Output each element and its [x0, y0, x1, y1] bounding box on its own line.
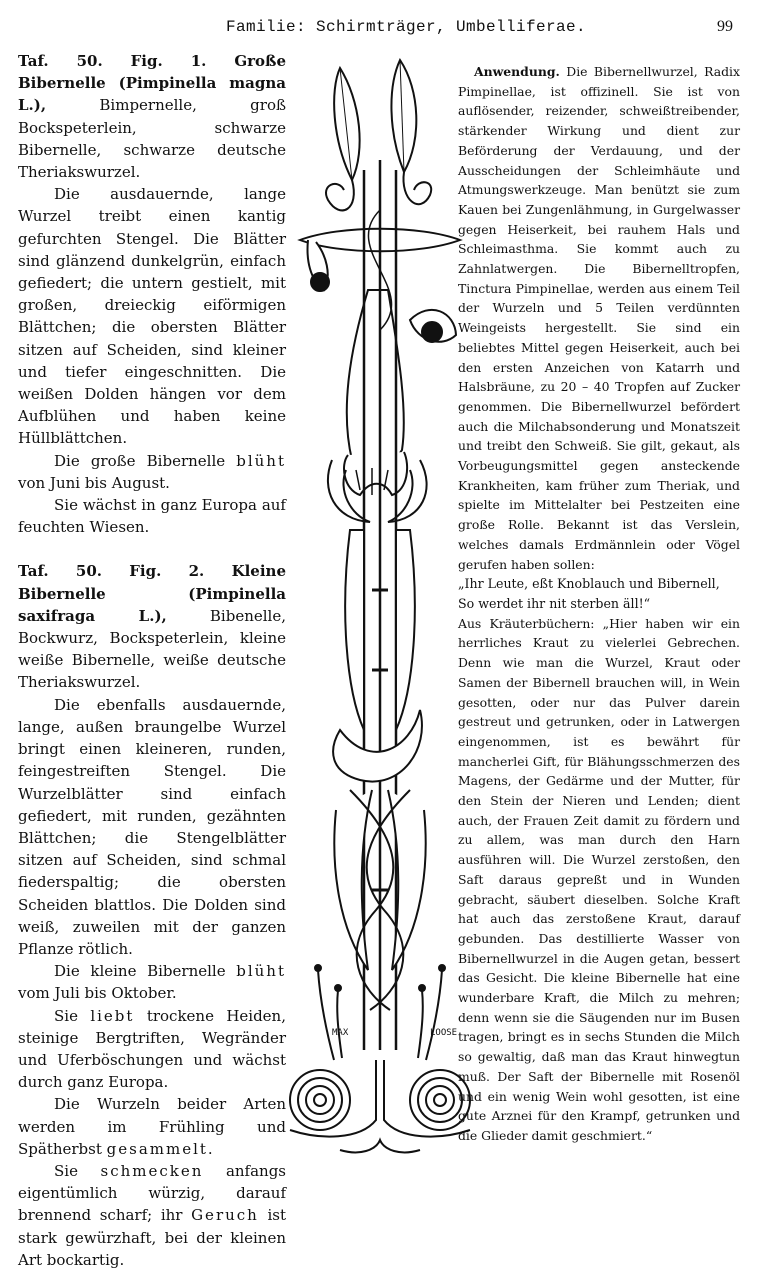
fig2-entry: [18, 560, 286, 693]
taste-note: [18, 1160, 286, 1271]
fig2-bloom: [18, 960, 286, 1004]
taste-e: ist stark gewürzhaft, bei der kleinen Art bockartig.: [18, 1206, 286, 1269]
fig2-habitat-c: trockene Heiden, steinige Bergtriften, Wegränder und Uferböschungen und wächst durch ganz Europa.: [18, 1006, 286, 1092]
anwendung-label: Anwendung.: [474, 64, 560, 79]
harvest-a: Die Wurzeln beider Arten werden im Frühling und Spätherbst: [18, 1095, 286, 1158]
fig1-bloom-c: von Juni bis August.: [18, 473, 170, 492]
fig1-synonyms: Bimpernelle, groß Bockspeterlein, schwarze Bibernelle, schwarze deutsche Theriakswurzel.: [18, 96, 286, 182]
fig2-bloom-b: blüht: [236, 962, 286, 981]
fig1-bloom-b: blüht: [236, 451, 286, 470]
fig2-synonyms: Bibenelle, Bockwurz, Bockspeterlein, kleine weiße Bibernelle, weiße deutsche Theriakswurzel.: [18, 606, 286, 692]
taste-a: Sie: [54, 1161, 101, 1180]
fig1-entry: [18, 50, 286, 183]
fig1-habitat: Sie wächst in ganz Europa auf feuchten Wiesen.: [18, 496, 286, 537]
fig1-description: Die ausdauernde, lange Wurzel treibt einen kantig gefurchten Stengel. Die Blätter sind glänzend dunkelgrün, einfach gefiedert; die untern gestielt, mit großen, dreieckig eiförmigen Blättchen; die obersten Blätter sitzen auf Scheiden, sind kleiner und tiefer eingeschnitten. Die weißen Dolden hängen vor dem Aufblühen und haben keine Hüllblättchen.: [18, 185, 286, 448]
taste-d: Geruch: [191, 1206, 259, 1225]
verse-line-1: „Ihr Leute, eßt Knoblauch und Bibernell,: [458, 576, 720, 592]
fig2-bloom-a: Die kleine Bibernelle: [54, 962, 237, 981]
chapter-title: Familie: Schirmträger, Umbelliferae.: [226, 18, 587, 36]
anwendung-text: Die Bibernellwurzel, Radix Pimpinellae, ist offizinell. Sie ist von auflösender, reizender, schweißtreibender, stärkender Wirkung und dient zur Beförderung der Verdauung, und der Ausscheidungen der Schleimhäute und Atmungswerkzeuge. Man benützt sie zum Kauen bei Zungenlähmung, in Gurgelwasser gegen Heiserkeit, bei rauhem Hals und Schleimasthma. Sie kommt auch zu Zahnlatwergen. Die Bibernelltropfen, Tinctura Pimpinellae, werden aus einem Teil der Wurzeln und 5 Teilen verdünnten Weingeists hergestellt. Sie sind ein beliebtes Mittel gegen Heiserkeit, auch bei den ersten Anzeichen von Katarrh und Halsbräune, zu 20 – 40 Tropfen auf Zucker genommen. Die Bibernellwurzel befördert auch die Milchabsonderung und Monatszeit und treibt den Schweiß. Sie gilt, gekaut, als Vorbeugungsmittel gegen ansteckende Krankheiten, kam früher zum Theriak, und spielte im Mittelalter bei Pestzeiten eine große Rolle. Bekannt ist das Verslein, welches damals Erdmännlein oder Vögel gerufen haben sollen:: [458, 64, 740, 572]
taste-b: schmecken: [100, 1161, 204, 1180]
fig2-description: Die ebenfalls ausdauernde, lange, außen braungelbe Wurzel bringt einen kleineren, runden, feingestreiften Stengel. Die Wurzelblätter sind einfach gefiedert, mit runden, gezähnten Blättchen; die Stengelblätter sitzen auf Scheiden, sind schmal fiederspaltig; die obersten Scheiden blattlos. Die Dolden sind weiß, zuweilen mit der ganzen Pflanze rötlich.: [18, 695, 286, 958]
fig1-bloom-a: Die große Bibernelle: [54, 451, 237, 470]
running-header: [0, 18, 765, 42]
anwendung-paragraph: [458, 62, 740, 574]
harvest-note: [18, 1093, 286, 1160]
signature-left: MAX: [332, 1028, 349, 1038]
fig1-bloom: [18, 450, 286, 494]
taste-c: anfangs eigentümlich würzig, darauf brennend scharf; ihr: [18, 1161, 286, 1225]
left-column: [18, 50, 286, 1271]
kraeuterbuecher-paragraph: Aus Kräuterbüchern: „Hier haben wir ein herrliches Kraut zu vielerlei Gebrechen. Denn wie man die Wurzel, Kraut oder Samen der Bibernell brauchen will, in Wein gesotten, oder nur das Pulver darein gestreut und getrunken, oder in Latwergen eingenommen, ist es bewährt für mancherlei Gift, für Blähungsschmerzen des Magens, der Gedärme und der Mutter, für den Stein der Nieren und Lenden; dient auch, der Frauen Zeit damit zu fördern und zu allem, was man durch den Harn ausführen will. Die Wurzel zerstoßen, den Saft daraus gepreßt und in Wunden gebracht, säubert dieselben. Solche Kraft hat auch das zerstoßene Kraut, darauf gebunden. Das destillierte Wasser von Bibernellwurzel in die Augen getan, bessert das Gesicht. Die kleine Bibernelle hat eine wunderbare Kraft, die Milch zu mehren; denn wenn sie die Säugenden nur im Busen tragen, bringt es in sechs Stunden die Milch so gewaltig, daß man das Kraut hinwegtun muß. Der Saft der Bibernelle mit Rosenöl und ein wenig Wein wohl gesotten, ist eine gute Arznei für den Krampf, getrunken und die Glieder damit geschmiert.“: [458, 615, 740, 1143]
fig2-habitat-b: liebt: [90, 1006, 135, 1025]
harvest-b: gesammelt.: [106, 1139, 215, 1158]
verse-line-2: So werdet ihr nit sterben äll!“: [458, 595, 651, 611]
section-gap: [18, 538, 286, 560]
signature-right: LOOSE: [430, 1028, 458, 1038]
fig2-heading: Taf. 50. Fig. 2. Kleine Bibernelle (Pimpinella saxifraga L.),: [18, 562, 286, 625]
fig2-habitat: [18, 1005, 286, 1094]
page-number: 99: [717, 18, 733, 35]
fig1-heading: Taf. 50. Fig. 1. Große Bibernelle (Pimpinella magna L.),: [18, 52, 286, 115]
right-column: [458, 62, 740, 1146]
art-nouveau-plant-icon: [280, 50, 480, 1170]
fig2-habitat-a: Sie: [54, 1006, 91, 1025]
fig2-bloom-c: vom Juli bis Oktober.: [18, 984, 177, 1003]
plant-illustration: [280, 50, 480, 1170]
